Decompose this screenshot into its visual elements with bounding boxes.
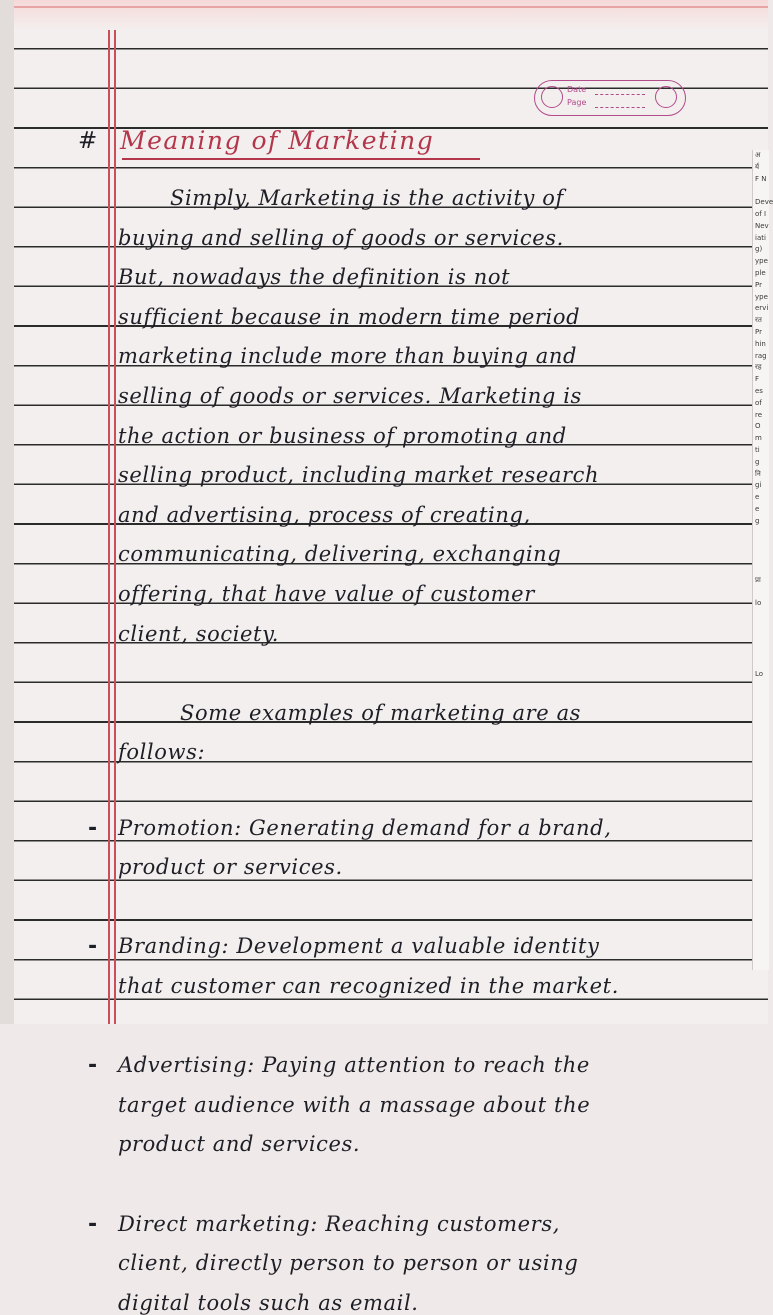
paragraph-line: communicating, delivering, exchanging <box>118 542 562 567</box>
margin-line-left <box>108 30 110 1024</box>
next-page-edge <box>752 150 773 970</box>
paragraph-line: and advertising, process of creating, <box>118 502 531 527</box>
next-page-fragment: रह <box>755 363 762 372</box>
next-page-fragment: m <box>755 434 762 443</box>
next-page-fragment <box>753 657 769 669</box>
next-page-fragment: ervi <box>755 304 769 313</box>
next-page-fragment: ti <box>755 445 760 454</box>
title-underline <box>122 158 480 160</box>
next-page-fragment: Deve <box>755 198 773 207</box>
next-page-fragment: F <box>755 375 760 384</box>
margin-line-right <box>114 30 116 1024</box>
bullet-line: Advertising: Paying attention to reach the <box>118 1053 590 1078</box>
paragraph-line: follows: <box>118 740 206 765</box>
next-page-fragment: gi <box>755 481 762 490</box>
next-page-fragment: iati <box>755 233 766 242</box>
next-page-fragment <box>753 645 769 657</box>
next-page-fragment <box>753 622 769 634</box>
heading-hash: # <box>78 128 98 154</box>
bullet-line: target audience with a massage about the <box>118 1092 591 1117</box>
next-page-fragment <box>753 563 769 575</box>
paragraph-line: Simply, Marketing is the activity of <box>170 186 564 210</box>
next-page-fragment: प्रा <box>755 575 761 584</box>
paragraph-line: But, nowadays the definition is not <box>118 265 511 290</box>
next-page-fragment: Nev <box>755 221 769 230</box>
stamp-ornament-right-icon <box>655 86 677 108</box>
next-page-fragment: ype <box>755 292 768 301</box>
next-page-fragment <box>753 539 769 551</box>
next-page-fragment: lo <box>755 599 762 608</box>
binding-edge <box>0 0 14 1024</box>
paragraph-line: selling product, including market research <box>118 463 600 488</box>
next-page-fragment: ype <box>755 257 768 266</box>
paragraph-line: selling of goods or services. Marketing is <box>118 384 582 408</box>
next-page-fragment: F N <box>755 174 767 183</box>
bullet-marker: - <box>88 934 98 960</box>
next-page-fragment <box>753 551 769 563</box>
next-page-fragment: rag <box>755 351 767 360</box>
bullet-line: product and services. <box>118 1132 361 1157</box>
date-label: Date <box>567 85 587 94</box>
next-page-fragment: O <box>755 422 761 431</box>
next-page-fragment: e <box>755 493 760 502</box>
next-page-fragment: es <box>755 386 763 395</box>
next-page-fragment: ple <box>755 268 766 277</box>
next-page-fragment: रत <box>755 316 762 325</box>
paragraph-line: Some examples of marketing are as <box>180 700 582 725</box>
bullet-line: Direct marketing: Reaching customers, <box>118 1211 560 1236</box>
next-page-fragment: e <box>755 504 760 513</box>
paragraph-line: marketing include more than buying and <box>118 344 578 369</box>
page-label: Page <box>567 98 587 107</box>
next-page-fragment: अ <box>755 151 761 159</box>
next-page-fragment <box>753 586 769 598</box>
bullet-marker: - <box>88 1211 98 1237</box>
next-page-fragment <box>753 185 769 197</box>
next-page-fragment: re <box>755 410 763 419</box>
next-page-fragment: of I <box>755 209 767 218</box>
paragraph-line: sufficient because in modern time period <box>118 304 581 329</box>
paragraph-line: buying and selling of goods or services. <box>118 225 564 250</box>
next-page-fragment: hin <box>755 339 766 348</box>
next-page-fragment <box>753 634 769 646</box>
next-page-fragment: g) <box>755 245 763 254</box>
date-page-stamp <box>534 80 686 116</box>
next-page-fragment <box>753 610 769 622</box>
next-page-fragment: g <box>755 516 760 525</box>
page-field <box>595 106 645 108</box>
next-page-fragment: Pr <box>755 280 762 289</box>
page-title: Meaning of Marketing <box>120 126 435 155</box>
bullet-marker: - <box>88 815 98 841</box>
next-page-fragment: नि <box>755 469 761 478</box>
bullet-line: Branding: Development a valuable identity <box>118 934 600 959</box>
bullet-line: Promotion: Generating demand for a brand, <box>118 815 612 840</box>
next-page-fragment: g <box>755 457 760 466</box>
bullet-line: client, directly person to person or using <box>118 1251 579 1276</box>
page-top-rule <box>0 6 768 8</box>
paragraph-line: the action or business of promoting and <box>118 423 567 448</box>
next-page-fragment <box>753 528 769 540</box>
next-page-fragment: of <box>755 398 762 407</box>
next-page-fragment: Pr <box>755 327 762 336</box>
paragraph-line: client, society. <box>118 621 280 646</box>
bullet-marker: - <box>88 1053 98 1079</box>
page-top-band <box>0 0 768 30</box>
stamp-ornament-left-icon <box>541 86 563 108</box>
bullet-line: product or services. <box>118 855 343 880</box>
bullet-line: digital tools such as email. <box>118 1290 419 1315</box>
bullet-line: that customer can recognized in the market. <box>118 974 619 999</box>
paragraph-line: offering, that have value of customer <box>118 582 535 606</box>
next-page-fragment: Lo <box>755 670 764 679</box>
date-field <box>595 93 645 95</box>
next-page-fragment: र्य <box>755 162 760 171</box>
